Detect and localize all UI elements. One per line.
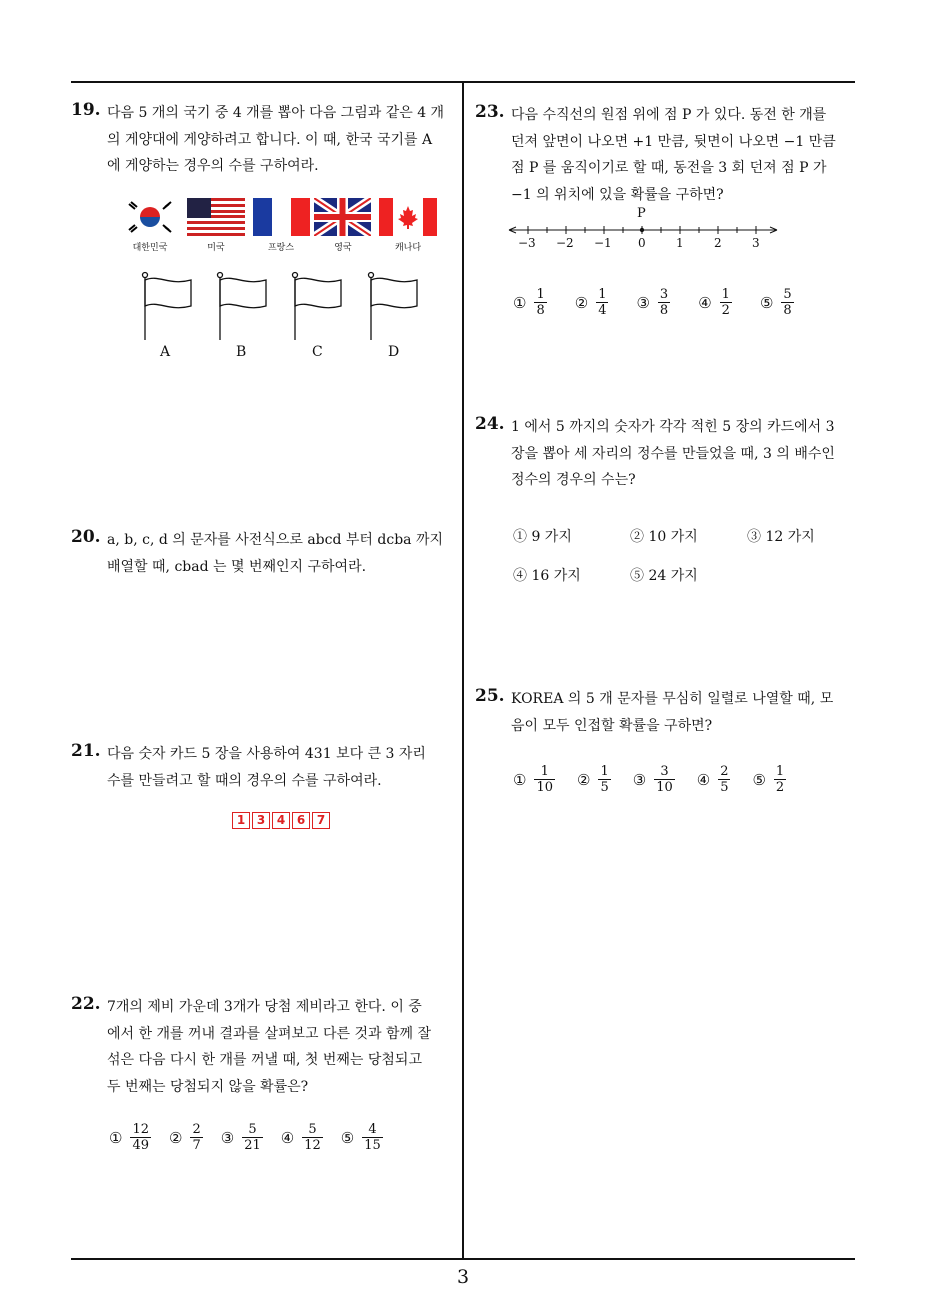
question-number: 25. <box>475 686 505 706</box>
tick-label: 2 <box>714 236 722 250</box>
question-22 <box>71 994 456 1174</box>
flag-label: 대한민국 <box>132 243 168 253</box>
choice-1[interactable]: ① $\frac{1}{10}$ <box>513 764 553 795</box>
question-number: 20. <box>71 527 101 547</box>
choice-3[interactable]: ③ $\frac{3}{10}$ <box>632 764 673 795</box>
choice-5[interactable]: ⑤ 24 가지 <box>630 568 698 584</box>
question-number: 22. <box>71 994 101 1014</box>
question-number: 23. <box>475 102 505 122</box>
choice-2[interactable]: ② 10 가지 <box>630 529 698 545</box>
pole-label: C <box>312 344 323 360</box>
column-divider <box>462 83 464 1259</box>
tick-label: 3 <box>752 236 760 250</box>
choice-5[interactable]: ⑤ $\frac{1}{2}$ <box>752 764 785 795</box>
question-24 <box>475 414 860 594</box>
question-21 <box>71 741 456 841</box>
page-number: 3 <box>456 1266 470 1288</box>
number-cards <box>232 809 332 829</box>
uk-flag-icon <box>314 198 371 236</box>
question-text: 다음 수직선의 원점 위에 점 P 가 있다. 동전 한 개를 던져 앞면이 나오면 +1 만큼, 뒷면이 나오면 −1 만큼 점 P 를 움직이기로 할 때, 동전을 3 회 던져 점 P 가 −1 의 위치에 있을 확률을 구하면? <box>511 107 836 203</box>
choice-4[interactable]: ④ $\frac{2}{5}$ <box>696 764 729 795</box>
point-label: P <box>637 206 646 221</box>
question-number: 19. <box>71 100 101 120</box>
number-card: 7 <box>312 812 330 829</box>
tick-label: −1 <box>594 236 612 250</box>
answer-choices <box>513 764 804 795</box>
choice-5[interactable]: ⑤ $\frac{5}{8}$ <box>759 287 792 318</box>
question-19 <box>71 100 456 370</box>
question-number: 24. <box>475 414 505 434</box>
question-20 <box>71 527 456 587</box>
choice-4[interactable]: ④ $\frac{1}{2}$ <box>698 287 730 318</box>
france-flag-icon <box>253 198 310 236</box>
answer-choices <box>109 1122 401 1153</box>
choice-3[interactable]: ③ $\frac{3}{8}$ <box>636 287 669 318</box>
flag-label: 미국 <box>207 243 225 253</box>
choice-2[interactable]: ② $\frac{1}{4}$ <box>574 287 607 318</box>
choice-4[interactable]: ④ 16 가지 <box>513 568 581 584</box>
flag-label: 프랑스 <box>267 243 295 253</box>
choice-1[interactable]: ① 9 가지 <box>513 529 572 545</box>
question-text: 다음 5 개의 국기 중 4 개를 뽑아 다음 그림과 같은 4 개 의 게양대에 게양하려고 합니다. 이 때, 한국 국기를 A 에 게양하는 경우의 수를 구하여라. <box>107 105 445 174</box>
korea-flag-icon <box>124 198 176 236</box>
bottom-rule <box>71 1258 855 1260</box>
flagpoles-illustration <box>131 270 431 345</box>
question-25 <box>475 686 860 816</box>
flagpole-icon <box>143 273 192 341</box>
number-card: 6 <box>292 812 310 829</box>
tick-label: −3 <box>518 236 536 250</box>
tick-label: 1 <box>676 236 684 250</box>
question-text: 다음 숫자 카드 5 장을 사용하여 431 보다 큰 3 자리 수를 만들려고 할 때의 경우의 수를 구하여라. <box>107 746 426 789</box>
choice-5[interactable]: ⑤ $\frac{4}{15}$ <box>340 1122 381 1153</box>
flagpole-icon <box>293 273 342 341</box>
point-p-icon <box>640 228 644 232</box>
tick-label: −2 <box>556 236 574 250</box>
number-card: 4 <box>272 812 290 829</box>
question-text: a, b, c, d 의 문자를 사전식으로 abcd 부터 dcba 까지 배열할 때, cbad 는 몇 번째인지 구하여라. <box>107 532 443 575</box>
choice-4[interactable]: ④ $\frac{5}{12}$ <box>280 1122 321 1153</box>
pole-label: A <box>160 344 171 360</box>
pole-label: B <box>236 344 247 360</box>
choice-3[interactable]: ③ 12 가지 <box>747 529 815 545</box>
number-card: 3 <box>252 812 270 829</box>
choice-1[interactable]: ① $\frac{1}{8}$ <box>513 287 545 318</box>
question-text: 7개의 제비 가운데 3개가 당첨 제비라고 한다. 이 중 에서 한 개를 꺼내 결과를 살펴보고 다른 것과 함께 잘 섞은 다음 다시 한 개를 꺼낼 때, 첫 번째는 당첨되고 두 번째는 당첨되지 않을 확률은? <box>107 999 432 1095</box>
choice-2[interactable]: ② $\frac{1}{5}$ <box>577 764 609 795</box>
flagpole-icon <box>218 273 267 341</box>
question-text: KOREA 의 5 개 문자를 무심히 일렬로 나열할 때, 모 음이 모두 인접할 확률을 구하면? <box>511 691 834 734</box>
usa-flag-icon <box>187 198 245 236</box>
flag-label: 영국 <box>334 243 352 253</box>
choice-1[interactable]: ① $\frac{12}{49}$ <box>109 1122 149 1153</box>
question-text: 1 에서 5 까지의 숫자가 각각 적힌 5 장의 카드에서 3 장을 뽑아 세 자리의 정수를 만들었을 때, 3 의 배수인 정수의 경우의 수는? <box>511 419 835 488</box>
canada-flag-icon <box>379 198 437 236</box>
choice-3[interactable]: ③ $\frac{5}{21}$ <box>220 1122 261 1153</box>
flag-label: 캐나다 <box>394 243 422 253</box>
pole-label: D <box>388 344 400 360</box>
choice-2[interactable]: ② $\frac{2}{7}$ <box>169 1122 201 1153</box>
answer-choices <box>513 287 812 318</box>
question-23 <box>475 102 860 332</box>
tick-label: 0 <box>638 236 646 250</box>
question-number: 21. <box>71 741 101 761</box>
flagpole-icon <box>369 273 418 341</box>
number-card: 1 <box>232 812 250 829</box>
